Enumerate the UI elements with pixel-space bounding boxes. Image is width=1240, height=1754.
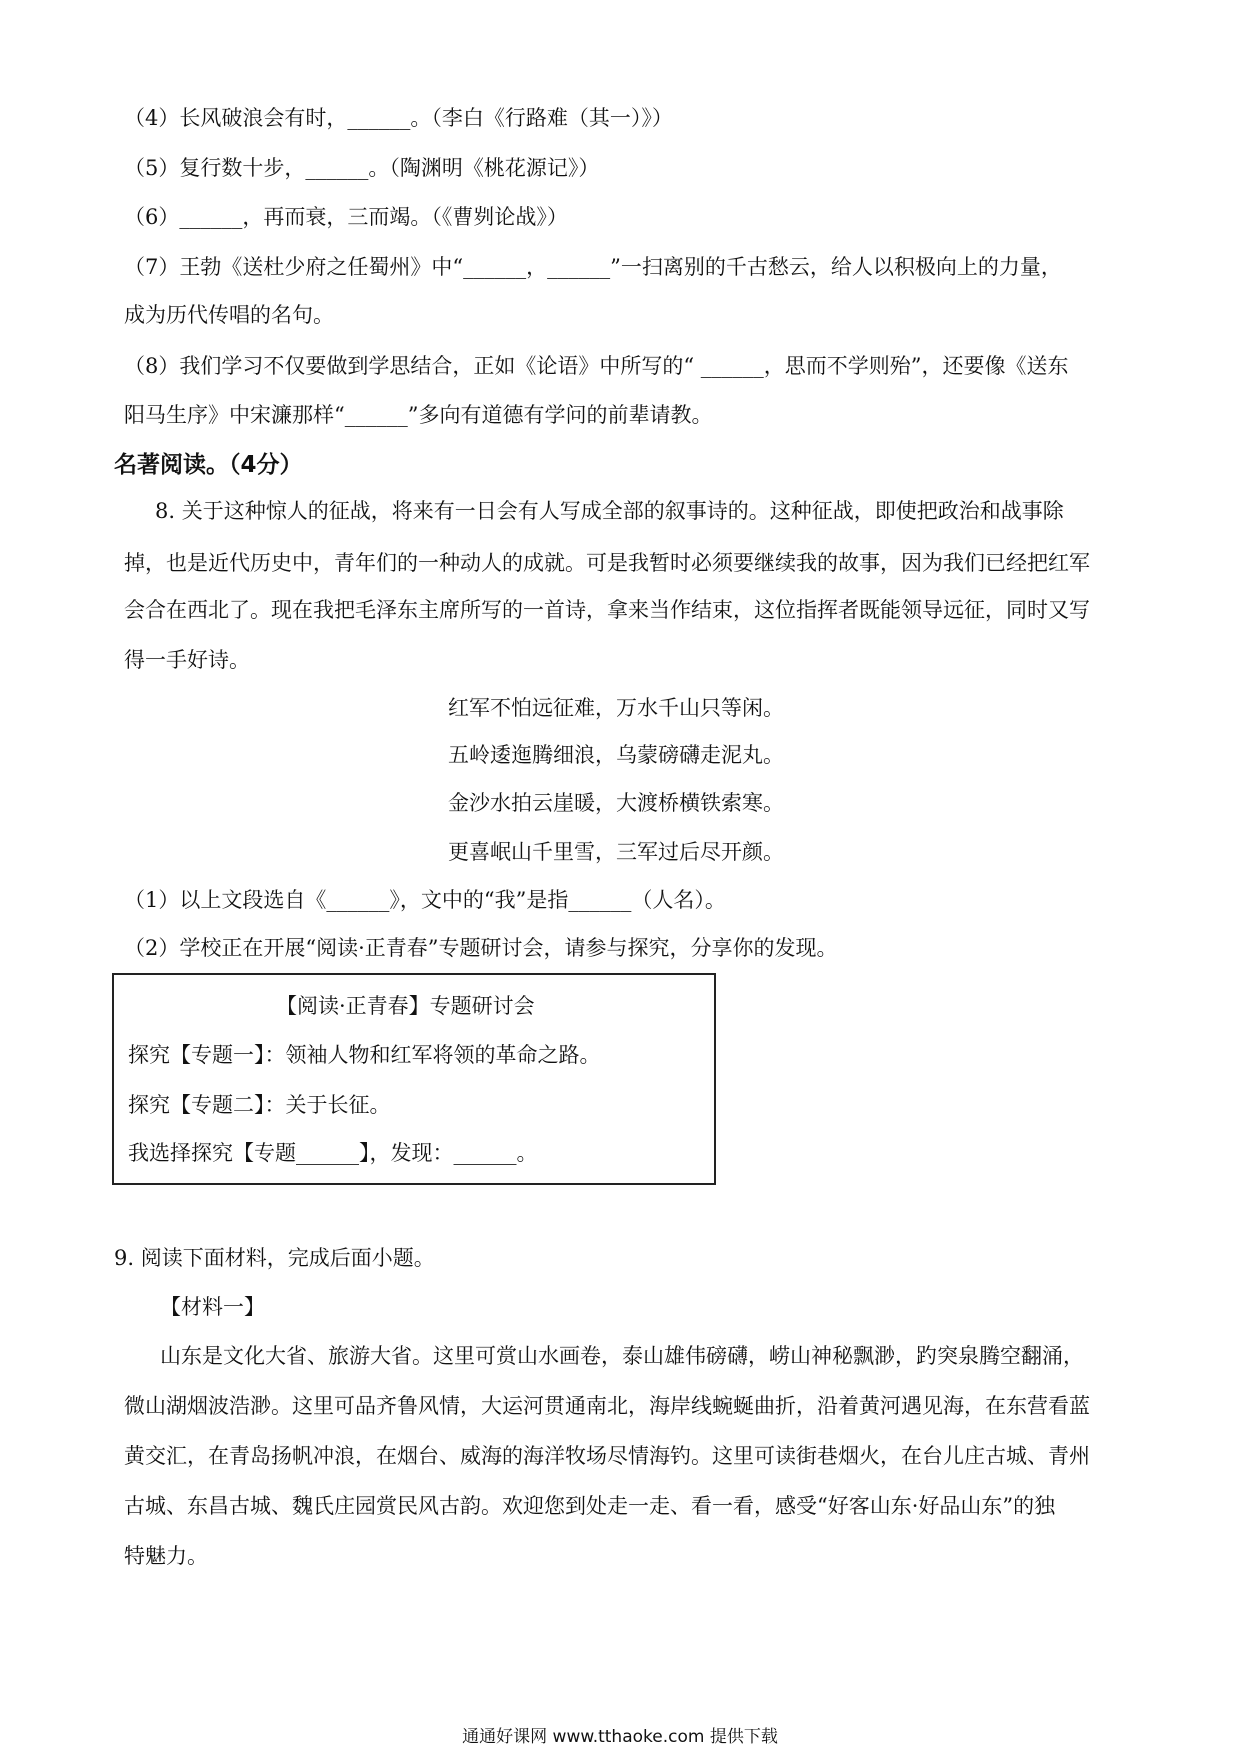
material-line5: 特魅力。 (124, 1544, 208, 1568)
poem-line-1: 红军不怕远征难，万水千山只等闲。 (448, 696, 784, 720)
poem-line-3: 金沙水拍云崖暖，大渡桥横铁索寒。 (448, 791, 784, 815)
recitation-q7-line2: 成为历代传唱的名句。 (124, 303, 334, 327)
recitation-q8-line2: 阳马生序》中宋濂那样“______”多向有道德有学问的前辈请教。 (124, 403, 713, 427)
page-footer: 通通好课网 www.tthaoke.com 提供下载 (462, 1727, 778, 1747)
poem-line-4: 更喜岷山千里雪，三军过后尽开颜。 (448, 840, 784, 864)
material-line3: 黄交汇，在青岛扬帆冲浪，在烟台、威海的海洋牧场尽情海钓。这里可读街巷烟火，在台儿庄古城、青州 (124, 1444, 1090, 1468)
material-label: 【材料一】 (160, 1295, 265, 1319)
q8-passage-line1: 8. 关于这种惊人的征战，将来有一日会有人写成全部的叙事诗的。这种征战，即使把政治和战事除 (155, 499, 1064, 523)
recitation-q5: （5）复行数十步，______。（陶渊明《桃花源记》） (124, 156, 600, 180)
recitation-q6: （6）______，再而衰，三而竭。（《曹刿论战》） (124, 205, 568, 229)
q8-sub-question-1: （1）以上文段选自《______》，文中的“我”是指______（人名）。 (124, 888, 726, 912)
q8-sub-question-2: （2）学校正在开展“阅读·正青春”专题研讨会，请参与探究，分享你的发现。 (124, 936, 838, 960)
recitation-q4: （4）长风破浪会有时，______。（李白《行路难（其一）》） (124, 106, 673, 130)
material-line2: 微山湖烟波浩渺。这里可品齐鲁风情，大运河贯通南北，海岸线蜿蜒曲折，沿着黄河遇见海，在东营看蓝 (124, 1394, 1090, 1418)
recitation-q8-line1: （8）我们学习不仅要做到学思结合，正如《论语》中所写的“ ______，思而不学则殆”，还要像《送东 (124, 354, 1069, 378)
material-line1: 山东是文化大省、旅游大省。这里可赏山水画卷，泰山雄伟磅礴，崂山神秘飘渺，趵突泉腾空翻涌， (160, 1344, 1084, 1368)
poem-line-2: 五岭逶迤腾细浪，乌蒙磅礴走泥丸。 (448, 743, 784, 767)
material-line4: 古城、东昌古城、魏氏庄园赏民风古韵。欢迎您到处走一走、看一看，感受“好客山东·好品山东”的独 (124, 1494, 1056, 1518)
section-heading: 名著阅读。（4分） (114, 452, 303, 478)
seminar-topic-2: 探究【专题二】：关于长征。 (128, 1093, 391, 1117)
q8-passage-line3: 会合在西北了。现在我把毛泽东主席所写的一首诗，拿来当作结束，这位指挥者既能领导远征，同时又写 (124, 598, 1090, 622)
q8-passage-line4: 得一手好诗。 (124, 648, 250, 672)
q9-intro: 9. 阅读下面材料，完成后面小题。 (114, 1246, 435, 1270)
seminar-topic-1: 探究【专题一】：领袖人物和红军将领的革命之路。 (128, 1043, 601, 1067)
seminar-box (112, 973, 716, 1185)
seminar-choice: 我选择探究【专题______】，发现：______。 (128, 1141, 538, 1165)
q8-passage-line2: 掉，也是近代历史中，青年们的一种动人的成就。可是我暂时必须要继续我的故事，因为我们已经把红军 (124, 551, 1090, 575)
recitation-q7-line1: （7）王勃《送杜少府之任蜀州》中“______，______”一扫离别的千古愁云，给人以积极向上的力量， (124, 255, 1062, 279)
seminar-box-title: 【阅读·正青春】专题研讨会 (276, 994, 535, 1018)
